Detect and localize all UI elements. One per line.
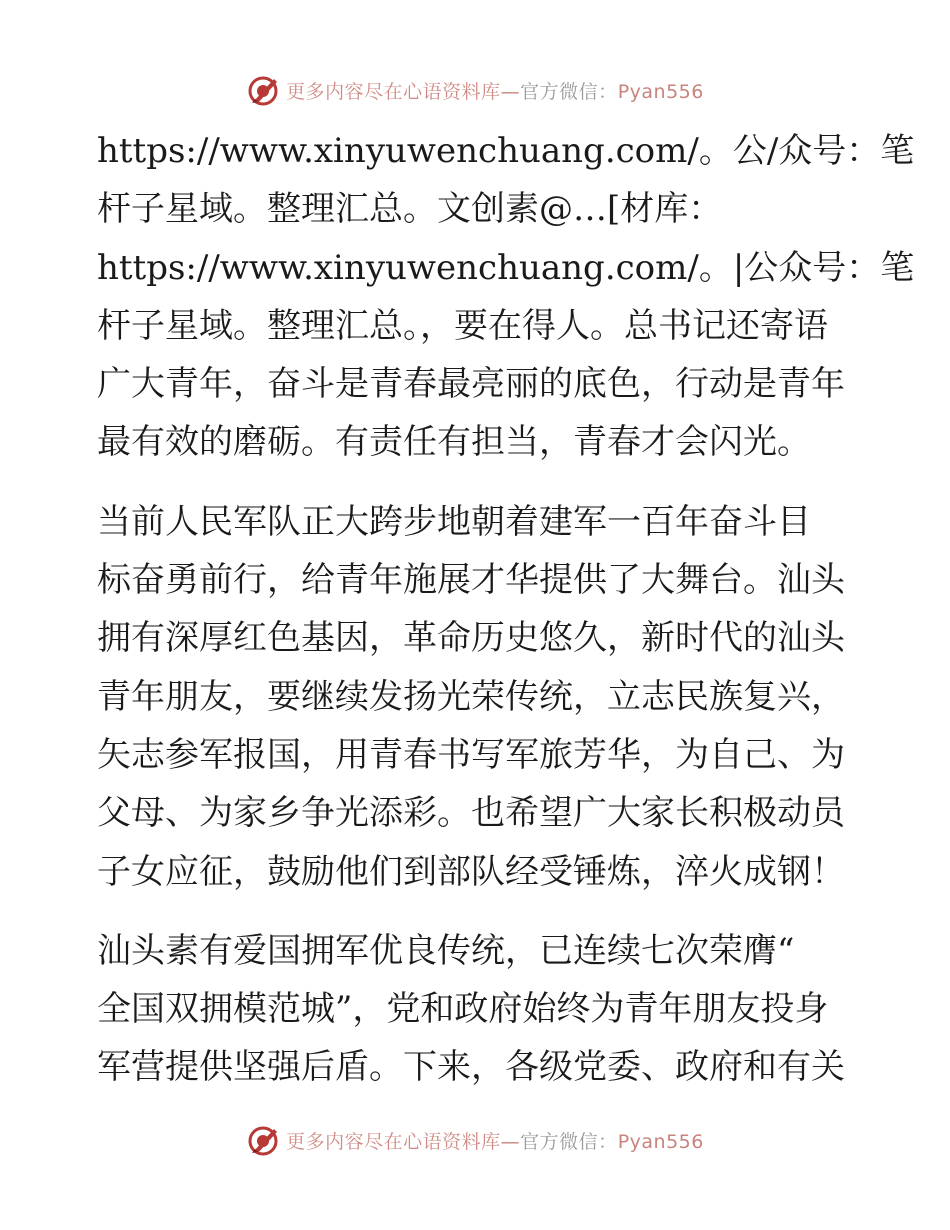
header-banner-inner [246, 73, 704, 107]
text-line: 矢志参军报国，用青春书写军旅芳华，为自己、为 [97, 734, 845, 775]
footer-wechat-id: Pyan556 [617, 1130, 704, 1153]
text-line: 拥有深厚红色基因，革命历史悠久，新时代的汕头 [97, 618, 845, 659]
header-banner [0, 70, 950, 110]
document-body [97, 122, 915, 1097]
pen-logo-icon [246, 73, 280, 107]
text-line: 广大青年，奋斗是青春最亮丽的底色，行动是青年 [97, 364, 845, 405]
text-line: 汕头素有爱国拥军优良传统，已连续七次荣膺“ [97, 930, 795, 971]
text-line: 青年朋友，要继续发扬光荣传统，立志民族复兴， [97, 676, 845, 717]
text-line: https://www.xinyuwenchuang.com/。|公众号：笔 [97, 247, 915, 288]
paragraph-2 [97, 493, 857, 901]
header-site-name: 更多内容尽在心语资料库 [286, 80, 501, 103]
paragraph-1 [97, 122, 915, 472]
text-line: 标奋勇前行，给青年施展才华提供了大舞台。汕头 [97, 560, 845, 601]
text-line: 父母、为家乡争光添彩。也希望广大家长积极动员 [97, 793, 845, 834]
header-wechat-id: Pyan556 [617, 80, 704, 103]
text-line: 杆子星域。整理汇总。文创素@…[材库： [97, 189, 723, 230]
footer-banner [0, 1120, 950, 1160]
text-line: https://www.xinyuwenchuang.com/。公/众号：笔 [97, 131, 915, 171]
footer-dash: — [500, 1130, 521, 1153]
footer-banner-text [286, 1127, 704, 1154]
header-wechat-label: 官方微信： [520, 80, 618, 103]
footer-site-name: 更多内容尽在心语资料库 [286, 1130, 501, 1153]
header-banner-text [286, 77, 704, 104]
paragraph-3 [97, 922, 857, 1097]
text-line: 最有效的磨砺。有责任有担当，青春才会闪光。 [97, 422, 811, 463]
pen-logo-icon [246, 1123, 280, 1157]
header-dash: — [500, 80, 521, 103]
footer-wechat-label: 官方微信： [520, 1130, 618, 1153]
text-line: 全国双拥模范城”，党和政府始终为青年朋友投身 [97, 989, 829, 1030]
text-line: 杆子星域。整理汇总。，要在得人。总书记还寄语 [97, 305, 828, 346]
text-line: 军营提供坚强后盾。下来，各级党委、政府和有关 [97, 1047, 845, 1088]
text-line: 当前人民军队正大跨步地朝着建军一百年奋斗目 [97, 501, 811, 542]
text-line: 子女应征，鼓励他们到部队经受锤炼，淬火成钢！ [97, 851, 845, 892]
footer-banner-inner [246, 1123, 704, 1157]
